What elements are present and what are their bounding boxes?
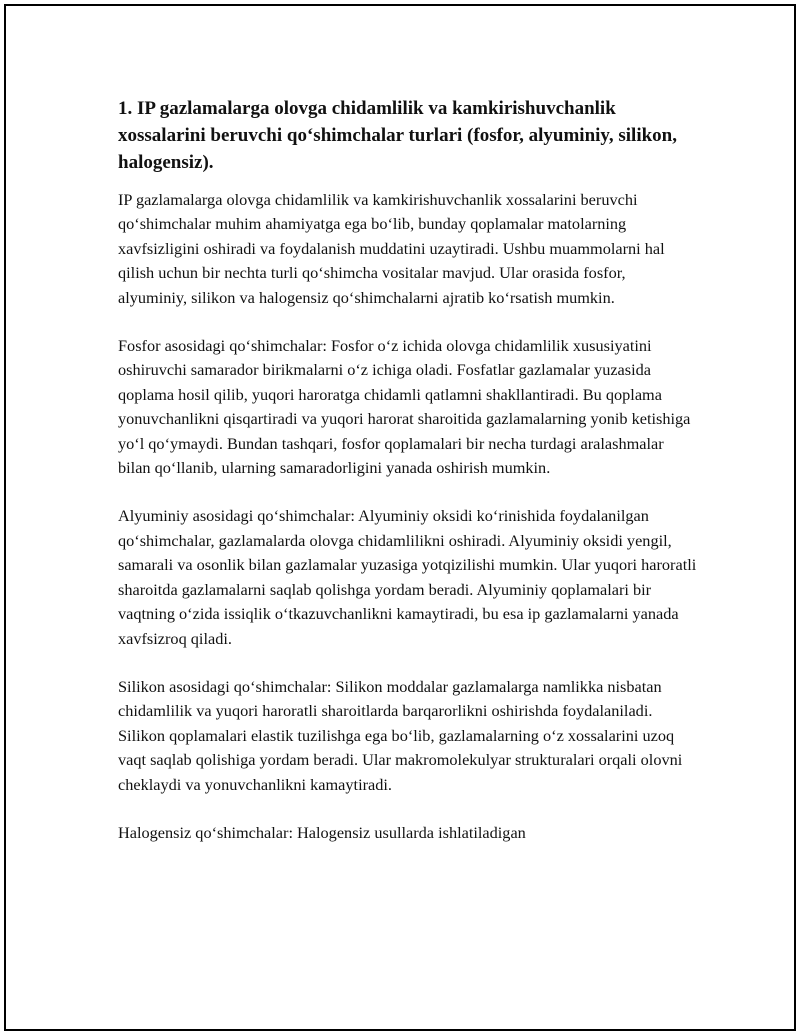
paragraph-intro: IP gazlamalarga olovga chidamlilik va kamkirishuvchanlik xossalarini beruvchi qo‘shimchalar muhim ahamiyatga ega bo‘lib, bunday qoplamalar matolarning xavfsizligini oshiradi va foydalanish muddatini uzaytiradi. Ushbu muammolarni hal qilish uchun bir nechta turli qo‘shimcha vositalar mavjud. Ular orasida fosfor, alyuminiy, silikon va halogensiz qo‘shimchalarni ajratib ko‘rsatish mumkin. [118,190,665,307]
section-heading: 1. IP gazlamalarga olovga chidamlilik va kamkirishuvchanlik xossalarini beruvchi qo‘shimchalar turlari (fosfor, alyuminiy, silikon, halogensiz). [118,98,677,173]
paragraph-phosphorus: Fosfor asosidagi qo‘shimchalar: Fosfor o‘z ichida olovga chidamlilik xususiyatini oshiruvchi samarador birikmalarni o‘z ichiga oladi. Fosfatlar gazlamalar yuzasida qoplama hosil qilib, yuqori haroratga chidamli qatlamni shakllantiradi. Bu qoplama yonuvchanlikni qisqartiradi va yuqori harorat sharoitida gazlamalarning yonib ketishiga yo‘l qo‘ymaydi. Bundan tashqari, fosfor qoplamalari bir necha turdagi aralashmalar bilan qo‘llanib, ularning samaradorligini yanada oshirish mumkin. [118,336,691,478]
paragraph-halogen-free: Halogensiz qo‘shimchalar: Halogensiz usullarda ishlatiladigan [118,822,526,842]
paragraph-aluminium: Alyuminiy asosidagi qo‘shimchalar: Alyuminiy oksidi ko‘rinishida foydalanilgan qo‘shimchalar, gazlamalarda olovga chidamlilikni oshiradi. Alyuminiy oksidi yengil, samarali va osonlik bilan gazlamalar yuzasiga yotqizilishi mumkin. Ular yuqori haroratli sharoitda gazlamalarni saqlab qolishga yordam beradi. Alyuminiy qoplamalari bir vaqtning o‘zida issiqlik o‘tkazuvchanlikni kamaytiradi, bu esa ip gazlamalarni yanada xavfsizroq qiladi. [118,506,697,648]
document-body [118,95,698,869]
paragraph-silicone: Silikon asosidagi qo‘shimchalar: Silikon moddalar gazlamalarga namlikka nisbatan chidamlilik va yuqori haroratli sharoitlarda barqarorlikni oshirishda foydalaniladi. Silikon qoplamalari elastik tuzilishga ega bo‘lib, gazlamalarning o‘z xossalarini uzoq vaqt saqlab qolishiga yordam beradi. Ular makromolekulyar strukturalari orqali olovni cheklaydi va yonuvchanlikni kamaytiradi. [118,676,683,794]
